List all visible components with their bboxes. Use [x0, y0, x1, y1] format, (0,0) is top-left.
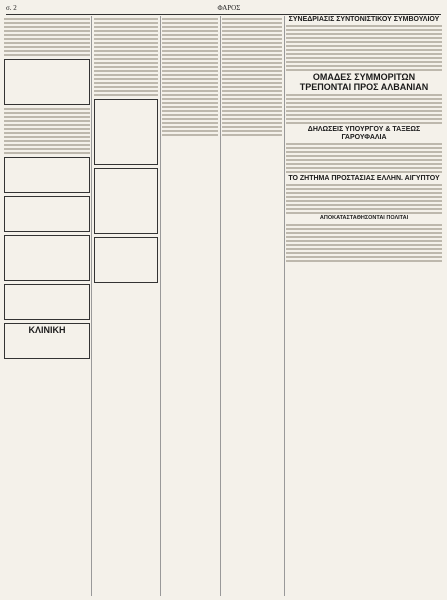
- headline-council: ΣΥΝΕΔΡΙΑΣΙΣ ΣΥΝΤΟΝΙΣΤΙΚΟΥ ΣΥΜΒΟΥΛΙΟΥ: [288, 16, 440, 23]
- column-3: [162, 16, 218, 596]
- headline-citizens: ΑΠΟΚΑΤΑΣΤΑΘΗΣΟΝΤΑΙ ΠΟΛΙΤΑΙ: [319, 215, 409, 222]
- column-4: [222, 16, 282, 596]
- column-2: [94, 16, 158, 596]
- headline-egypt: ΤΟ ΖΗΤΗΜΑ ΠΡΟΣΤΑΣΙΑΣ ΕΛΛΗΝ. ΑΙΓΥΠΤΟΥ: [288, 174, 440, 182]
- headline-albania: ΟΜΑΔΕΣ ΣΥΜΜΟΡΙΤΩΝ ΤΡΕΠΟΝΤΑΙ ΠΡΟΣ ΑΛΒΑΝΙΑΝ: [299, 72, 429, 92]
- clinic-ad: ΚΛΙΝΙΚΗ: [4, 323, 90, 359]
- column-5: [286, 16, 442, 596]
- column-1: [4, 16, 90, 596]
- masthead-bar: [6, 4, 441, 15]
- page-number: σ. 2: [6, 4, 17, 12]
- headline-statements: ΔΗΛΩΣΕΙΣ ΥΠΟΥΡΓΟΥ & ΤΑΞΕΩΣ ΓΑΡΟΥΦΑΛΙΑ: [307, 126, 421, 141]
- paper-title: ΦΑΡΟΣ: [217, 4, 241, 12]
